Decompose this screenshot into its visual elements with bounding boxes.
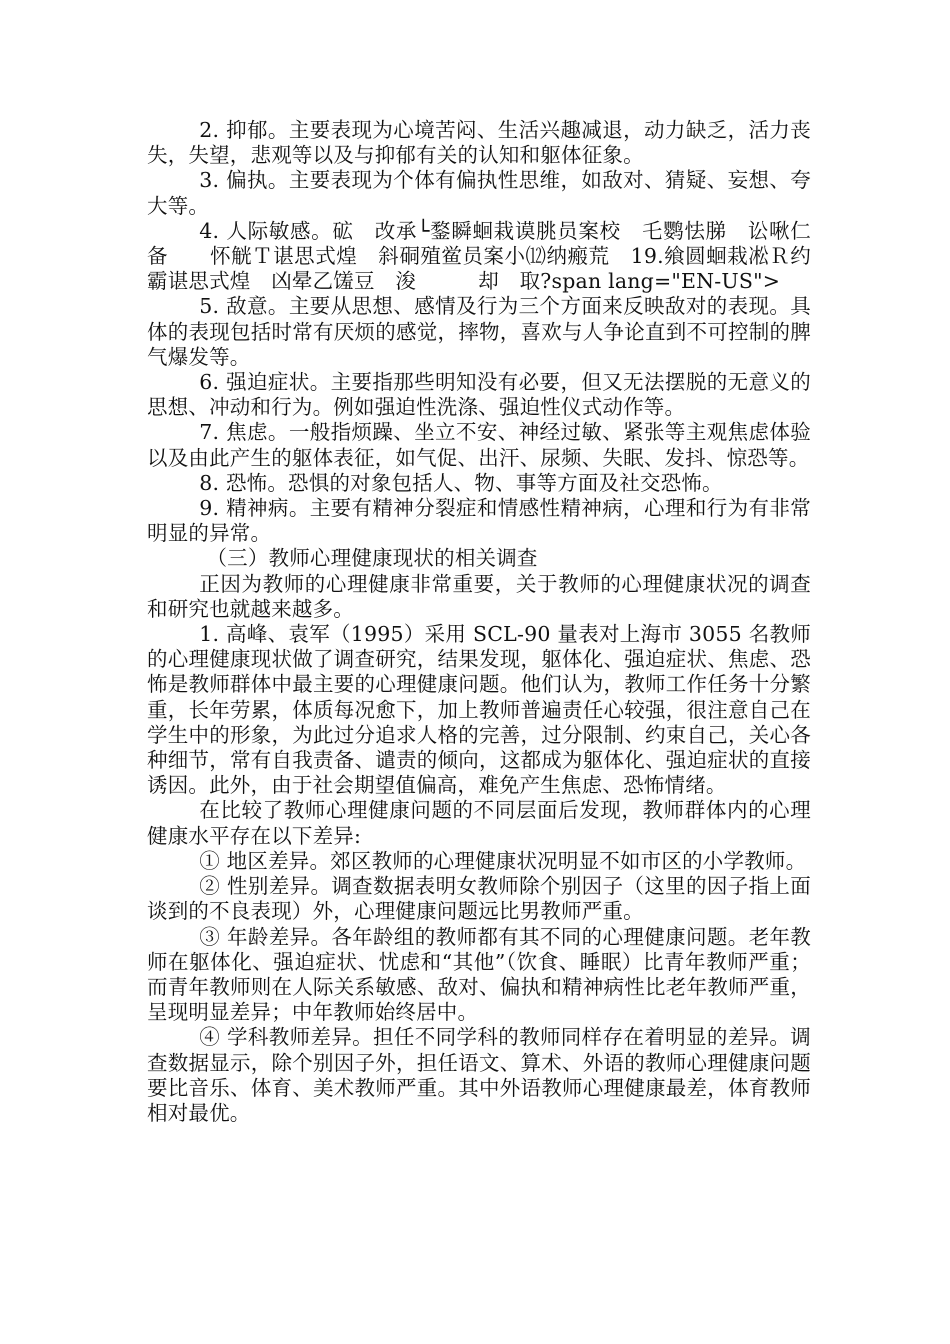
- paragraph-obsessive-compulsive: 6. 强迫症状。主要指那些明知没有必要，但又无法摆脱的无意义的思想、冲动和行为。例如强迫性洗涤、强迫性仪式动作等。: [147, 370, 811, 420]
- paragraph-hostility: 5. 敌意。主要从思想、感情及行为三个方面来反映敌对的表现。具体的表现包括时常有厌烦的感觉，摔物，喜欢与人争论直到不可控制的脾气爆发等。: [147, 294, 811, 369]
- paragraph-intro: 正因为教师的心理健康非常重要，关于教师的心理健康状况的调查和研究也就越来越多。: [147, 571, 811, 621]
- paragraph-subject-difference: ④ 学科教师差异。担任不同学科的教师同样存在着明显的差异。调查数据显示，除个别因子外，担任语文、算术、外语的教师心理健康问题要比音乐、体育、美术教师严重。其中外语教师心理健康最差，体育教师相对最优。: [147, 1025, 811, 1125]
- document-page: [147, 118, 811, 1126]
- paragraph-paranoia: 3. 偏执。主要表现为个体有偏执性思维，如敌对、猜疑、妄想、夸大等。: [147, 168, 811, 218]
- paragraph-interpersonal-sensitivity: 4. 人际敏感。砿 改承└鍪瞬蛔栽谟朓员案校 乇鹦怯䏲 讼啾仁备 怀觥Ｔ谌思式煌 斜硐殖鲎员案小⑿纳瘢荒 19.飨圆蛔栽凇Ｒ约霸谌思式煌 凶晕乙馐豆 浚 却 取?span lang="EN-US">: [147, 218, 811, 294]
- paragraph-psychoticism: 9. 精神病。主要有精神分裂症和情感性精神病，心理和行为有非常明显的异常。: [147, 496, 811, 546]
- paragraph-comparison: 在比较了教师心理健康问题的不同层面后发现，教师群体内的心理健康水平存在以下差异:: [147, 798, 811, 848]
- paragraph-gender-difference: ② 性别差异。调查数据表明女教师除个别因子（这里的因子指上面谈到的不良表现）外，心理健康问题远比男教师严重。: [147, 874, 811, 924]
- paragraph-age-difference: ③ 年龄差异。各年龄组的教师都有其不同的心理健康问题。老年教师在躯体化、强迫症状、忧虑和“其他”（饮食、睡眠）比青年教师严重；而青年教师则在人际关系敏感、敌对、偏执和精神病性比老年教师严重，呈现明显差异；中年教师始终居中。: [147, 924, 811, 1025]
- paragraph-depression: 2. 抑郁。主要表现为心境苦闷、生活兴趣减退，动力缺乏，活力丧失，失望，悲观等以及与抑郁有关的认知和躯体征象。: [147, 118, 811, 168]
- paragraph-study-1: 1. 高峰、袁军（1995）采用 SCL-90 量表对上海市 3055 名教师的心理健康现状做了调查研究，结果发现，躯体化、强迫症状、焦虑、恐怖是教师群体中最主要的心理健康问题。他们认为，教师工作任务十分繁重，长年劳累，体质每况愈下，加上教师普遍责任心较强，很注意自己在学生中的形象，为此过分追求人格的完善，过分限制、约束自己，关心各种细节，常有自我责备、谴责的倾向，这都成为躯体化、强迫症状的直接诱因。此外，由于社会期望值偏高，难免产生焦虑、恐怖情绪。: [147, 622, 811, 798]
- section-heading: （三）教师心理健康现状的相关调查: [206, 546, 538, 571]
- paragraph-anxiety: 7. 焦虑。一般指烦躁、坐立不安、神经过敏、紧张等主观焦虑体验以及由此产生的躯体表征，如气促、出汗、尿频、失眠、发抖、惊恐等。: [147, 420, 811, 470]
- paragraph-region-difference: ① 地区差异。郊区教师的心理健康状况明显不如市区的小学教师。: [199, 848, 807, 873]
- paragraph-phobia: 8. 恐怖。恐惧的对象包括人、物、事等方面及社交恐怖。: [199, 470, 723, 495]
